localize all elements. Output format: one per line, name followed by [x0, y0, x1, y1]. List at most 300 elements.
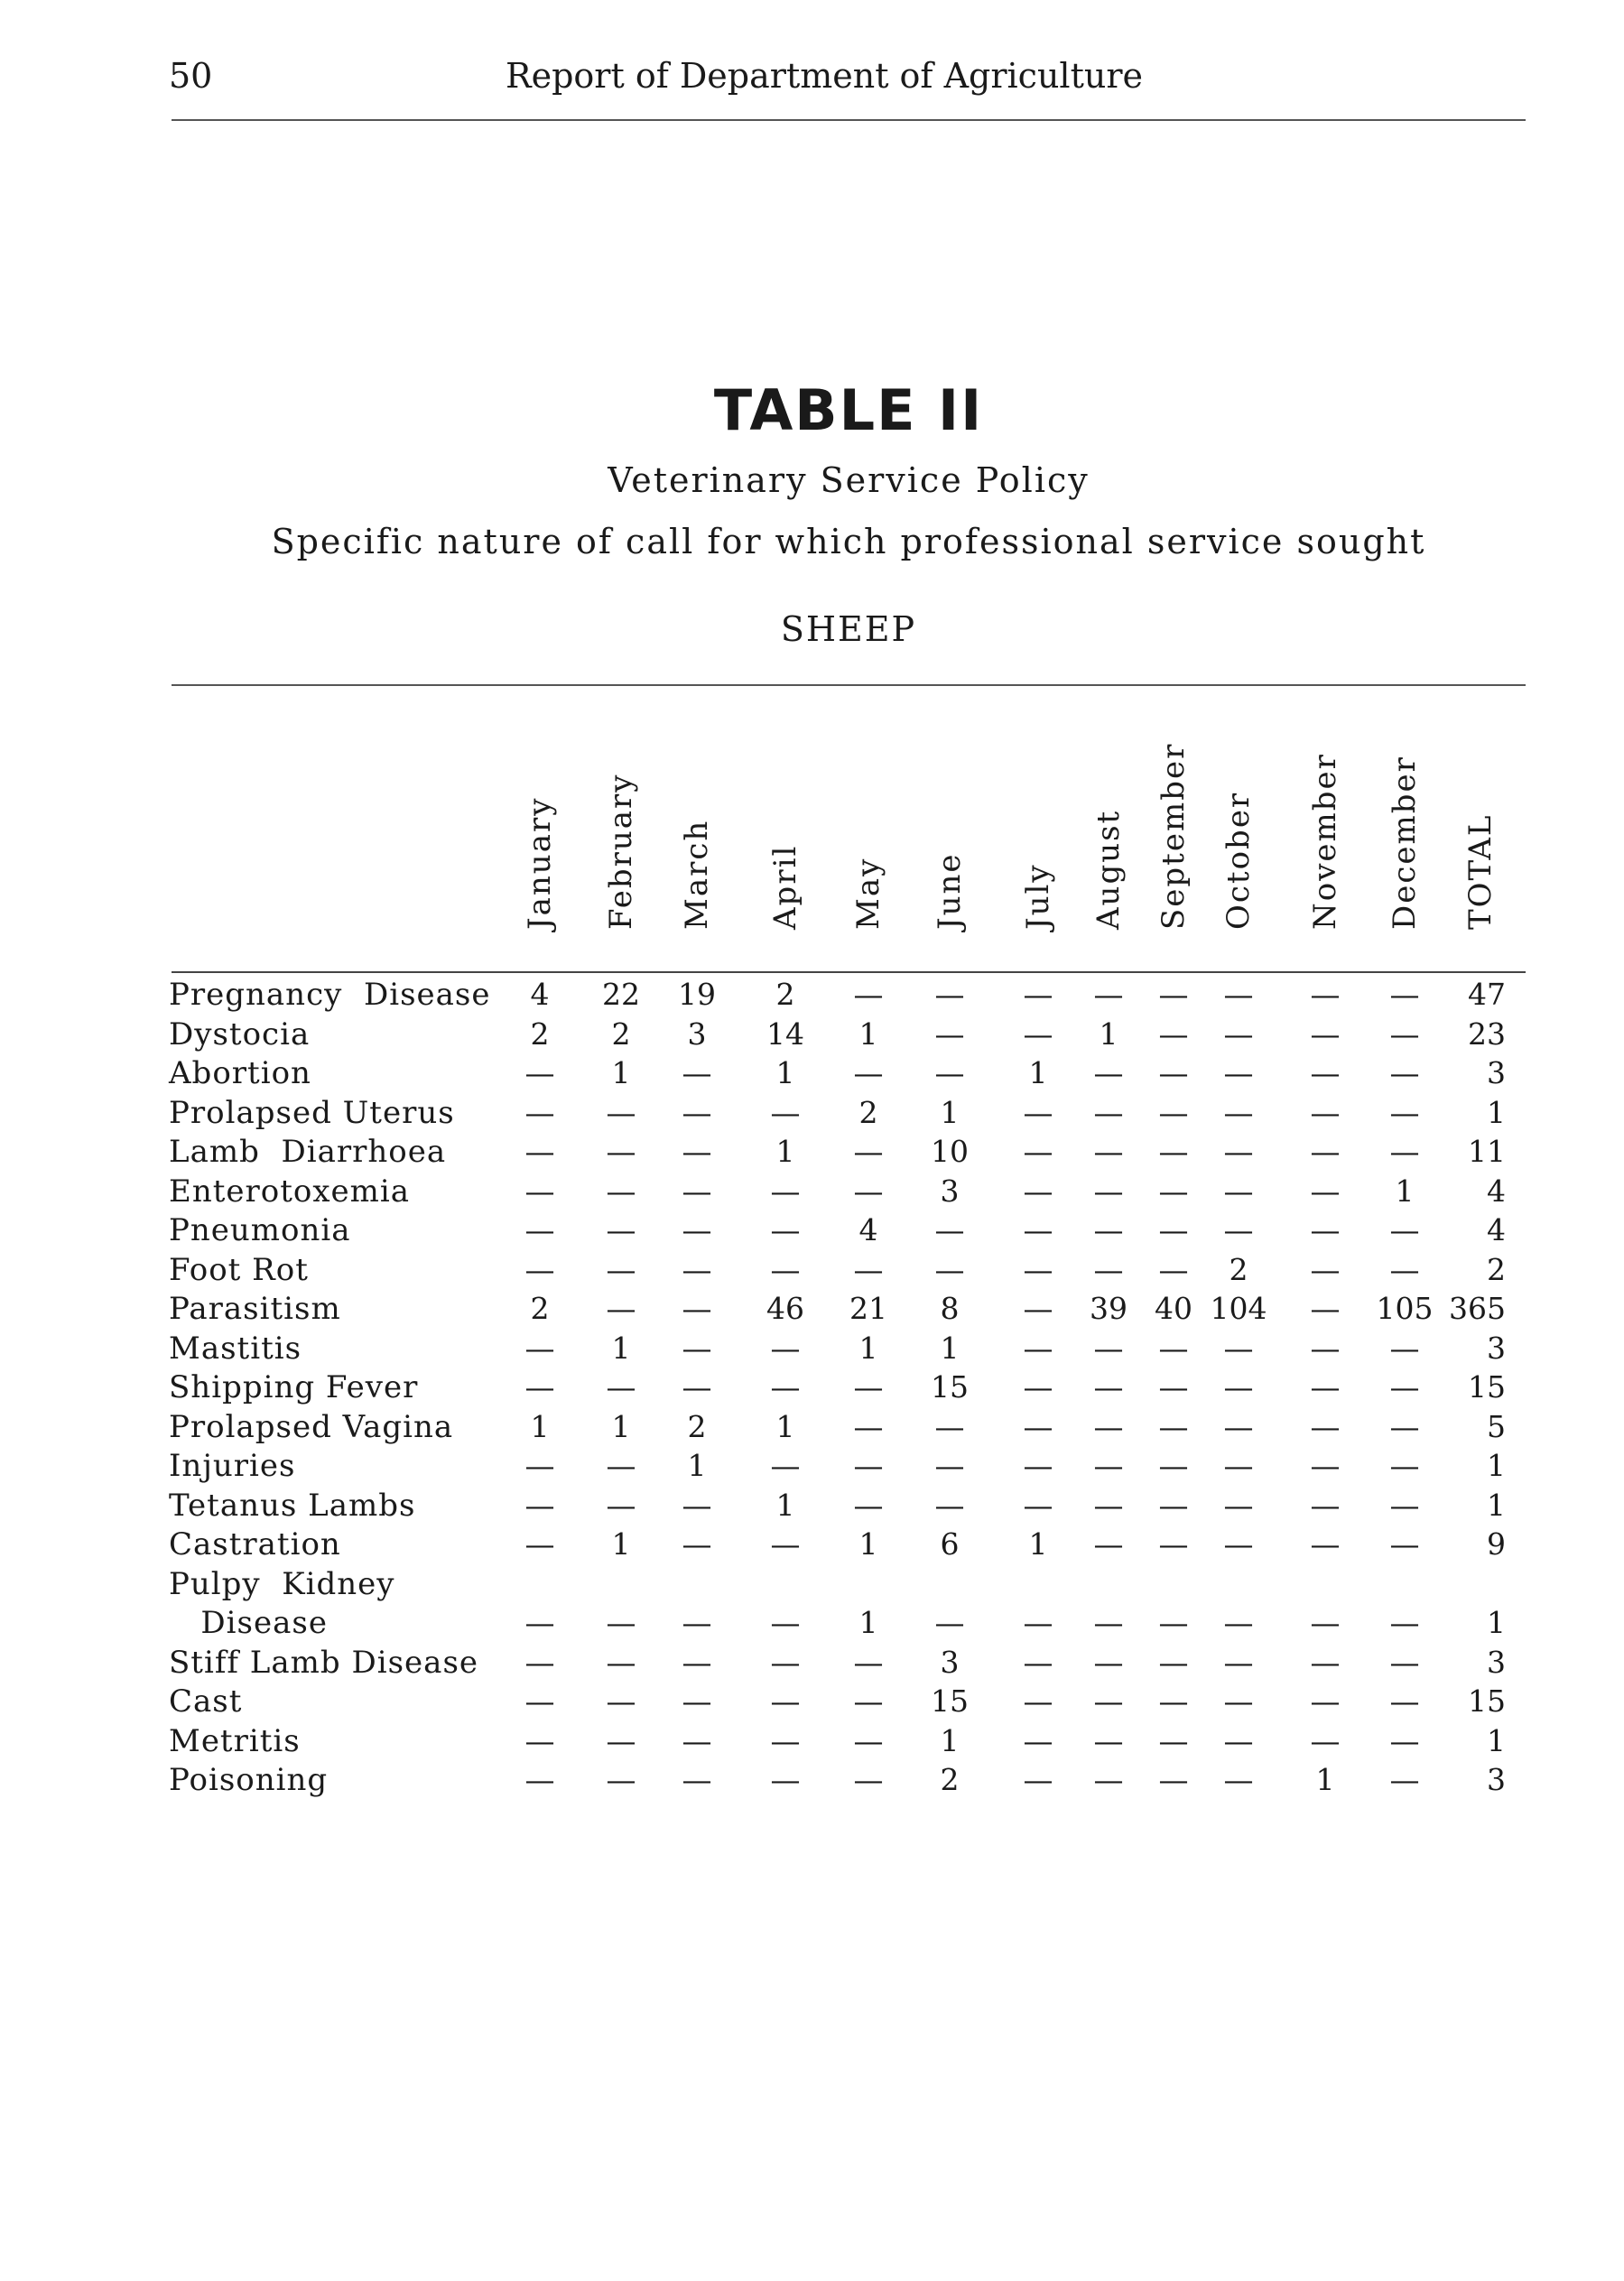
table-cell: — — [524, 1055, 555, 1090]
table-cell: — — [682, 1487, 712, 1523]
table-cell: 2 — [1229, 1251, 1248, 1287]
row-label: Pregnancy Disease — [169, 977, 491, 1013]
table-cell: — — [682, 1369, 712, 1405]
table-cell: 2 — [611, 1015, 631, 1052]
table-cell: — — [1389, 1526, 1420, 1562]
table-cell: — — [524, 1526, 555, 1562]
table-cell: — — [1389, 1134, 1420, 1169]
table-cell: — — [606, 1644, 636, 1680]
table-cell: 1 — [940, 1330, 960, 1366]
table-cell: — — [1093, 1330, 1124, 1366]
table-cell: — — [682, 1094, 712, 1130]
table-cell: — — [1158, 1330, 1189, 1366]
table-row — [0, 1331, 1624, 1370]
row-label: Abortion — [169, 1055, 311, 1091]
table-cell: — — [1310, 1722, 1341, 1758]
table-cell: 1 — [1028, 1526, 1048, 1562]
table-cell: — — [1023, 1408, 1053, 1444]
table-cell: — — [1223, 1094, 1254, 1130]
total-cell: 4 — [1487, 1212, 1506, 1247]
column-header-label: April — [767, 844, 803, 930]
table-cell: — — [1158, 1015, 1189, 1052]
total-cell: 3 — [1487, 1762, 1506, 1797]
table-cell: — — [1389, 1762, 1420, 1797]
table-cell: 1 — [1395, 1173, 1415, 1209]
table-cell: — — [853, 1644, 884, 1680]
table-cell: — — [682, 1722, 712, 1758]
table-animal: SHEEP — [780, 609, 917, 649]
table-cell: 2 — [530, 1015, 550, 1052]
table-cell: — — [1223, 1487, 1254, 1523]
table-cell: — — [1093, 1251, 1124, 1287]
table-cell: — — [1223, 1212, 1254, 1247]
table-cell: — — [524, 1134, 555, 1169]
table-cell: — — [524, 1762, 555, 1797]
table-cell: — — [1158, 1094, 1189, 1130]
table-cell: — — [524, 1212, 555, 1247]
total-cell: 1 — [1487, 1605, 1506, 1640]
row-label: Parasitism — [169, 1291, 341, 1327]
table-subtitle: Veterinary Service Policy — [608, 460, 1090, 500]
column-header-label: May — [850, 857, 886, 930]
row-label: Foot Rot — [169, 1251, 309, 1288]
table-cell: — — [1310, 1094, 1341, 1130]
total-cell: 1 — [1487, 1722, 1506, 1758]
table-cell: — — [1023, 1134, 1053, 1169]
table-cell: — — [853, 1762, 884, 1797]
table-cell: — — [1093, 1683, 1124, 1719]
table-cell: — — [1310, 1173, 1341, 1209]
table-cell: 14 — [766, 1015, 804, 1052]
table-cell: — — [524, 1094, 555, 1130]
row-label: Pulpy Kidney — [169, 1565, 395, 1602]
table-cell: 1 — [1028, 1055, 1048, 1090]
column-header-label: TOTAL — [1462, 813, 1499, 930]
table-cell: — — [606, 1762, 636, 1797]
table-cell: — — [1093, 1408, 1124, 1444]
table-cell: 1 — [1315, 1762, 1335, 1797]
table-cell: — — [1223, 1330, 1254, 1366]
table-cell: — — [934, 1487, 965, 1523]
table-cell: — — [853, 1683, 884, 1719]
table-cell: — — [853, 1722, 884, 1758]
table-cell: — — [1093, 1173, 1124, 1209]
running-head: Report of Department of Agriculture — [506, 56, 1143, 96]
table-cell: — — [1023, 1644, 1053, 1680]
table-cell: — — [1310, 977, 1341, 1012]
table-cell: — — [524, 1487, 555, 1523]
table-cell: — — [1158, 1722, 1189, 1758]
table-cell: — — [606, 1094, 636, 1130]
total-cell: 1 — [1487, 1487, 1506, 1523]
table-cell: — — [1223, 977, 1254, 1012]
table-cell: 1 — [858, 1605, 878, 1640]
column-header-july — [1011, 794, 1065, 966]
table-cell: — — [1158, 1408, 1189, 1444]
table-cell: — — [606, 1722, 636, 1758]
table-cell: — — [1389, 1644, 1420, 1680]
table-row — [0, 1291, 1624, 1331]
table-cell: — — [1389, 1408, 1420, 1444]
table-row — [0, 1526, 1624, 1566]
row-label: Tetanus Lambs — [169, 1487, 416, 1524]
row-label: Poisoning — [169, 1762, 329, 1798]
table-cell: 1 — [611, 1408, 631, 1444]
table-cell: — — [1310, 1134, 1341, 1169]
table-cell: — — [1223, 1448, 1254, 1483]
table-cell: 1 — [858, 1526, 878, 1562]
column-header-label: January — [522, 796, 558, 930]
total-cell: 11 — [1468, 1134, 1506, 1169]
table-cell: — — [770, 1526, 801, 1562]
table-cell: — — [1223, 1683, 1254, 1719]
total-cell: 3 — [1487, 1055, 1506, 1090]
table-cell: — — [1310, 1369, 1341, 1405]
table-cell: — — [1223, 1762, 1254, 1797]
table-cell: — — [1389, 1330, 1420, 1366]
table-cell: 1 — [858, 1330, 878, 1366]
table-cell: — — [853, 1369, 884, 1405]
table-cell: — — [1223, 1369, 1254, 1405]
table-cell: — — [1093, 1134, 1124, 1169]
table-cell: — — [1023, 977, 1053, 1012]
table-row — [0, 1566, 1624, 1606]
table-row — [0, 1369, 1624, 1409]
table-cell: — — [1310, 1683, 1341, 1719]
total-cell: 3 — [1487, 1644, 1506, 1680]
table-cell: — — [1158, 1762, 1189, 1797]
row-label: Prolapsed Vagina — [169, 1408, 454, 1445]
table-cell: 15 — [931, 1369, 969, 1405]
total-cell: 15 — [1468, 1369, 1506, 1405]
table-cell: — — [606, 1605, 636, 1640]
table-cell: — — [1093, 1762, 1124, 1797]
table-cell: — — [1023, 1605, 1053, 1640]
table-cell: — — [853, 977, 884, 1012]
column-header-total — [1453, 794, 1508, 966]
table-row — [0, 1016, 1624, 1056]
row-label: Lamb Diarrhoea — [169, 1134, 447, 1170]
table-cell: — — [1223, 1015, 1254, 1052]
table-row — [0, 1448, 1624, 1488]
table-cell: — — [1093, 1212, 1124, 1247]
table-cell: — — [1023, 1683, 1053, 1719]
table-cell: — — [1023, 1094, 1053, 1130]
table-cell: — — [1093, 1526, 1124, 1562]
table-cell: 1 — [775, 1487, 795, 1523]
table-cell: — — [1158, 1134, 1189, 1169]
total-cell: 9 — [1487, 1526, 1506, 1562]
table-cell: — — [524, 1369, 555, 1405]
table-cell: — — [682, 1212, 712, 1247]
table-cell: — — [1310, 1055, 1341, 1090]
table-cell: 10 — [931, 1134, 969, 1169]
table-cell: — — [606, 1448, 636, 1483]
column-header-april — [758, 794, 812, 966]
table-cell: — — [1310, 1408, 1341, 1444]
table-cell: — — [770, 1369, 801, 1405]
table-cell: — — [853, 1173, 884, 1209]
table-cell: 39 — [1090, 1291, 1128, 1326]
table-cell: — — [1389, 1487, 1420, 1523]
table-cell: — — [1023, 1291, 1053, 1326]
table-cell: — — [934, 1605, 965, 1640]
row-label: Injuries — [169, 1448, 296, 1484]
column-header-label: November — [1307, 753, 1343, 930]
table-cell: — — [1158, 1683, 1189, 1719]
table-row — [0, 1409, 1624, 1449]
column-header-label: October — [1220, 791, 1257, 930]
table-cell: — — [934, 1448, 965, 1483]
column-header-label: March — [679, 819, 715, 930]
table-cell: — — [1389, 1369, 1420, 1405]
table-cell: 2 — [530, 1291, 550, 1326]
table-cell: — — [1023, 1330, 1053, 1366]
table-cell: — — [934, 1251, 965, 1287]
column-header-may — [841, 794, 896, 966]
column-header-label: July — [1020, 863, 1056, 930]
table-cell: 104 — [1210, 1291, 1267, 1326]
table-cell: — — [1158, 1487, 1189, 1523]
table-cell: 15 — [931, 1683, 969, 1719]
table-cell: — — [682, 1762, 712, 1797]
column-header-label: August — [1090, 809, 1127, 930]
table-cell: 1 — [940, 1722, 960, 1758]
row-label: Cast — [169, 1683, 243, 1720]
table-cell: 8 — [940, 1291, 960, 1326]
table-cell: — — [770, 1251, 801, 1287]
table-cell: — — [1389, 1722, 1420, 1758]
total-cell: 15 — [1468, 1683, 1506, 1719]
column-header-rule — [172, 971, 1526, 973]
table-cell: — — [934, 1212, 965, 1247]
column-header-december — [1378, 756, 1432, 966]
table-cell: — — [1023, 1369, 1053, 1405]
column-header-january — [513, 794, 567, 966]
column-header-february — [594, 773, 648, 966]
table-cell: 1 — [940, 1094, 960, 1130]
table-title: TABLE II — [713, 377, 984, 443]
table-cell: — — [1223, 1134, 1254, 1169]
table-cell: — — [1223, 1055, 1254, 1090]
table-cell: 40 — [1155, 1291, 1192, 1326]
table-cell: — — [770, 1605, 801, 1640]
table-row — [0, 1055, 1624, 1095]
table-cell: — — [682, 1134, 712, 1169]
table-cell: — — [1023, 1212, 1053, 1247]
table-cell: — — [524, 1330, 555, 1366]
table-cell: 6 — [940, 1526, 960, 1562]
table-cell: — — [606, 1487, 636, 1523]
table-cell: — — [770, 1683, 801, 1719]
table-cell: — — [606, 1291, 636, 1326]
table-cell: 46 — [766, 1291, 804, 1326]
table-cell: — — [853, 1487, 884, 1523]
table-cell: — — [1023, 1448, 1053, 1483]
table-cell: — — [1023, 1487, 1053, 1523]
table-row — [0, 1762, 1624, 1802]
table-cell: — — [1389, 1212, 1420, 1247]
table-cell: — — [682, 1683, 712, 1719]
table-cell: — — [1310, 1291, 1341, 1326]
column-header-september — [1146, 742, 1201, 966]
table-row — [0, 1645, 1624, 1684]
table-cell: 19 — [678, 977, 716, 1012]
table-cell: — — [606, 1251, 636, 1287]
table-description: Specific nature of call for which professional service sought — [271, 522, 1426, 561]
table-cell: — — [1223, 1605, 1254, 1640]
table-cell: — — [524, 1448, 555, 1483]
table-row — [0, 1134, 1624, 1173]
row-label: Shipping Fever — [169, 1369, 419, 1405]
table-cell: 1 — [858, 1015, 878, 1052]
table-cell: — — [1093, 1487, 1124, 1523]
table-cell: — — [1158, 1212, 1189, 1247]
row-label: Prolapsed Uterus — [169, 1094, 455, 1131]
table-cell: — — [606, 1369, 636, 1405]
row-label: Dystocia — [169, 1015, 311, 1052]
row-label: Stiff Lamb Disease — [169, 1644, 479, 1681]
table-cell: — — [770, 1330, 801, 1366]
table-cell: — — [1158, 1448, 1189, 1483]
table-row — [0, 1095, 1624, 1135]
table-cell: — — [682, 1251, 712, 1287]
column-header-label: June — [932, 852, 968, 930]
table-cell: — — [1310, 1212, 1341, 1247]
table-cell: — — [770, 1173, 801, 1209]
table-cell: — — [1093, 1644, 1124, 1680]
table-cell: — — [682, 1644, 712, 1680]
table-cell: — — [1158, 1173, 1189, 1209]
header-rule — [172, 119, 1526, 121]
table-row — [0, 1212, 1624, 1252]
row-label: Disease — [169, 1605, 328, 1641]
table-cell: — — [1389, 1251, 1420, 1287]
page-number: 50 — [169, 56, 213, 96]
table-cell: 4 — [530, 977, 550, 1012]
table-cell: 1 — [775, 1408, 795, 1444]
table-cell: — — [606, 1134, 636, 1169]
table-cell: — — [1158, 1055, 1189, 1090]
column-header-november — [1298, 753, 1352, 966]
table-cell: 2 — [687, 1408, 707, 1444]
table-cell: — — [1310, 1487, 1341, 1523]
column-header-label: February — [603, 773, 639, 930]
table-cell: — — [524, 1173, 555, 1209]
row-label: Mastitis — [169, 1330, 302, 1367]
table-cell: — — [1158, 1605, 1189, 1640]
table-cell: — — [1093, 1369, 1124, 1405]
table-cell: — — [1389, 1015, 1420, 1052]
table-cell: — — [1093, 1448, 1124, 1483]
row-label: Enterotoxemia — [169, 1173, 411, 1210]
table-cell: — — [1158, 1251, 1189, 1287]
table-cell: — — [524, 1722, 555, 1758]
table-cell: — — [1389, 1448, 1420, 1483]
table-cell: 4 — [858, 1212, 878, 1247]
total-cell: 3 — [1487, 1330, 1506, 1366]
column-header-label: September — [1155, 742, 1192, 930]
table-cell: — — [1158, 1644, 1189, 1680]
table-cell: — — [770, 1762, 801, 1797]
total-cell: 5 — [1487, 1408, 1506, 1444]
table-cell: 1 — [611, 1330, 631, 1366]
table-cell: — — [1310, 1605, 1341, 1640]
table-cell: — — [606, 1173, 636, 1209]
table-cell: — — [1093, 1605, 1124, 1640]
table-cell: 1 — [775, 1055, 795, 1090]
table-cell: — — [1223, 1173, 1254, 1209]
table-cell: — — [1310, 1644, 1341, 1680]
table-cell: — — [606, 1683, 636, 1719]
total-cell: 1 — [1487, 1448, 1506, 1483]
table-cell: — — [1023, 1762, 1053, 1797]
table-cell: — — [1023, 1173, 1053, 1209]
table-row — [0, 1605, 1624, 1645]
row-label: Metritis — [169, 1722, 301, 1759]
table-row — [0, 1252, 1624, 1292]
table-cell: — — [682, 1055, 712, 1090]
table-cell: 105 — [1376, 1291, 1434, 1326]
table-row — [0, 1723, 1624, 1763]
table-cell: 22 — [602, 977, 640, 1012]
table-cell: — — [1389, 1055, 1420, 1090]
row-label: Castration — [169, 1526, 341, 1562]
table-cell: — — [524, 1644, 555, 1680]
table-cell: — — [682, 1605, 712, 1640]
table-row — [0, 1173, 1624, 1213]
table-cell: — — [1023, 1015, 1053, 1052]
table-cell: — — [853, 1448, 884, 1483]
table-cell: — — [1158, 1526, 1189, 1562]
column-header-august — [1081, 794, 1136, 966]
table-cell: — — [853, 1408, 884, 1444]
table-cell: 2 — [858, 1094, 878, 1130]
table-cell: — — [770, 1448, 801, 1483]
table-cell: — — [1310, 1448, 1341, 1483]
table-cell: — — [770, 1094, 801, 1130]
table-cell: — — [524, 1605, 555, 1640]
table-cell: — — [1223, 1644, 1254, 1680]
table-cell: — — [934, 1408, 965, 1444]
table-cell: — — [1310, 1330, 1341, 1366]
column-header-march — [670, 794, 724, 966]
table-row — [0, 977, 1624, 1016]
table-cell: — — [853, 1055, 884, 1090]
table-cell: — — [1158, 1369, 1189, 1405]
total-cell: 47 — [1468, 977, 1506, 1012]
table-cell: — — [1023, 1722, 1053, 1758]
table-cell: — — [934, 1055, 965, 1090]
table-cell: 1 — [530, 1408, 550, 1444]
table-cell: — — [524, 1683, 555, 1719]
table-cell: — — [770, 1644, 801, 1680]
table-cell: — — [524, 1251, 555, 1287]
total-cell: 23 — [1468, 1015, 1506, 1052]
table-cell: 21 — [849, 1291, 887, 1326]
total-cell: 365 — [1449, 1291, 1506, 1326]
table-cell: — — [934, 977, 965, 1012]
table-cell: — — [682, 1173, 712, 1209]
table-cell: — — [770, 1722, 801, 1758]
table-cell: — — [1223, 1408, 1254, 1444]
table-cell: — — [1223, 1722, 1254, 1758]
table-cell: — — [1310, 1251, 1341, 1287]
column-header-june — [923, 794, 977, 966]
table-cell: — — [1389, 1683, 1420, 1719]
table-cell: — — [1310, 1015, 1341, 1052]
table-cell: — — [1093, 1722, 1124, 1758]
